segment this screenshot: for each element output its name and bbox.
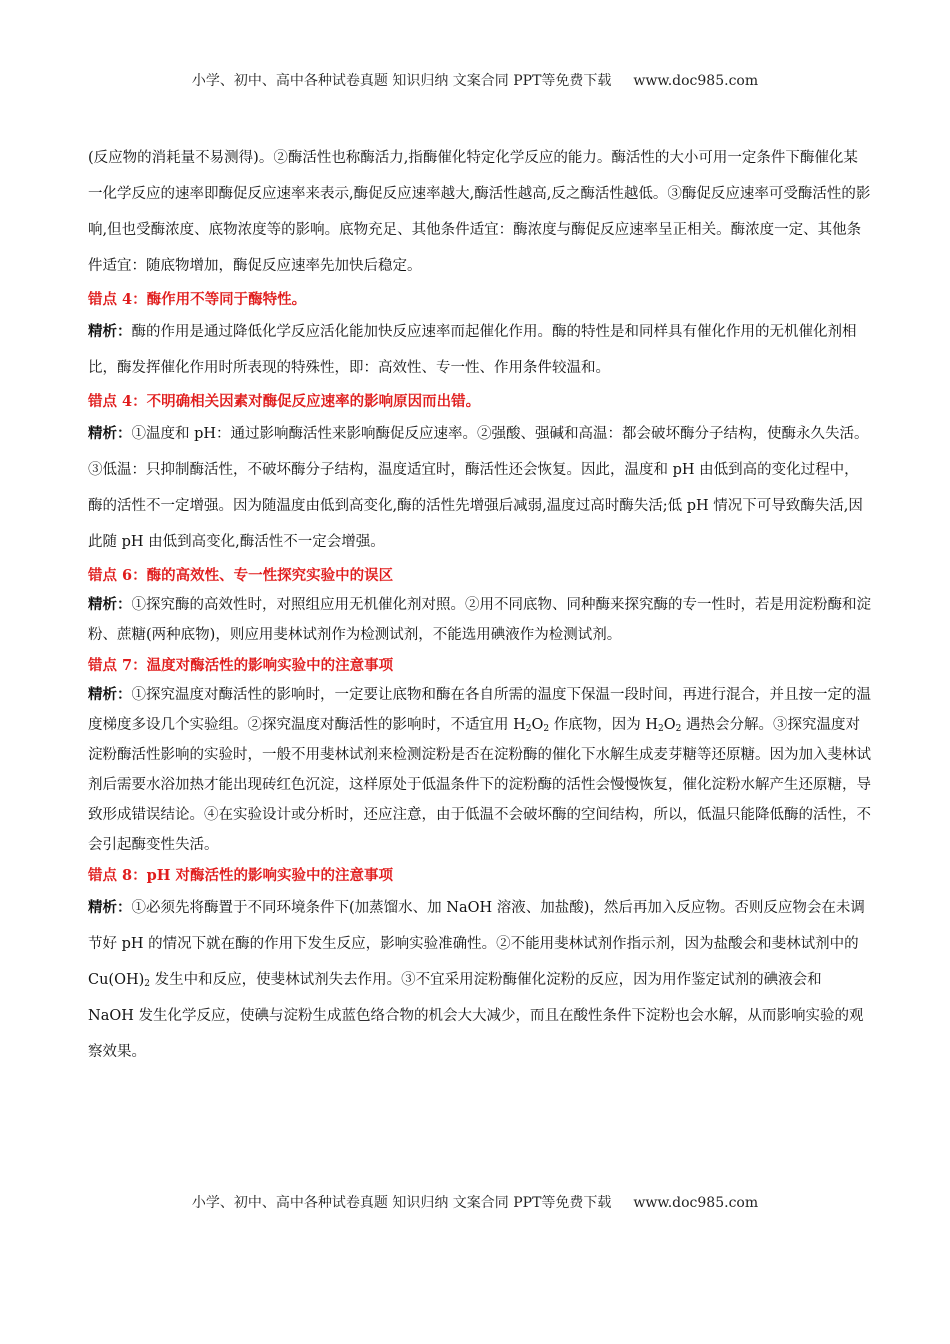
subscript: 2 xyxy=(543,724,550,734)
section-paragraph xyxy=(88,680,872,860)
section-paragraph xyxy=(88,590,872,650)
section-text: 遇热会分解。③探究温度对淀粉酶活性影响的实验时，一般不用斐林试剂来检测淀粉是否在淀粉酶的催化下水解生成麦芽糖等还原糖。因为加入斐林试剂后需要水浴加热才能出现砖红色沉淀，这样原处于低温条件下的淀粉酶的活性会慢慢恢复，催化淀粉水解产生还原糖，导致形成错误结论。④在实验设计或分析时，还应注意，由于低温不会破坏酶的空间结构，所以，低温只能降低酶的活性，不会引起酶变性失活。 xyxy=(88,717,871,853)
analysis-label: 精析： xyxy=(88,686,132,703)
section-text: ①探究温度对酶活性的影响时，一定要让底物和酶在各自所需的温度下保温一段时间，再进行混合，并且按一定的温度梯度多设几个实验组。②探究温度对酶活性的影响时，不适宜用 H xyxy=(88,687,871,733)
subscript: 2 xyxy=(144,979,151,989)
section-text: 发生中和反应，使斐林试剂失去作用。③不宜采用淀粉酶催化淀粉的反应，因为用作鉴定试剂的碘液会和 NaOH 发生化学反应，使碘与淀粉生成蓝色络合物的机会大大减少，而且在酸性条件下淀粉也会水解，从而影响实验的观察效果。 xyxy=(88,972,864,1060)
analysis-label: 精析： xyxy=(88,323,132,340)
analysis-label: 精析： xyxy=(88,596,132,613)
section-text: O xyxy=(663,717,676,733)
section-paragraph xyxy=(88,416,872,560)
subscript: 2 xyxy=(658,724,664,734)
section-heading: 错点 7：温度对酶活性的影响实验中的注意事项 xyxy=(88,657,394,674)
section-text: O xyxy=(531,717,544,733)
page-footer xyxy=(0,1192,950,1212)
analysis-label: 精析： xyxy=(88,425,132,442)
document-body xyxy=(88,140,872,1070)
section-heading: 错点 4：不明确相关因素对酶促反应速率的影响原因而出错。 xyxy=(88,393,481,410)
section-heading: 错点 6：酶的高效性、专一性探究实验中的误区 xyxy=(88,567,394,584)
header-text: 小学、初中、高中各种试卷真题 知识归纳 文案合同 PPT等免费下载 xyxy=(191,73,612,89)
intro-paragraph: (反应物的消耗量不易测得)。②酶活性也称酶活力,指酶催化特定化学反应的能力。酶活性的大小可用一定条件下酶催化某一化学反应的速率即酶促反应速率来表示,酶促反应速率越大,酶活性越高,反之酶活性越低。③酶促反应速率可受酶活性的影响,但也受酶浓度、底物浓度等的影响。底物充足、其他条件适宜：酶浓度与酶促反应速率呈正相关。酶浓度一定、其他条件适宜：随底物增加，酶促反应速率先加快后稳定。 xyxy=(88,150,871,274)
section-text: 作底物，因为 H xyxy=(549,717,658,733)
section-heading: 错点 8：pH 对酶活性的影响实验中的注意事项 xyxy=(88,867,394,884)
page-header xyxy=(0,70,950,90)
subscript: 2 xyxy=(675,724,682,734)
section-text: ①探究酶的高效性时，对照组应用无机催化剂对照。②用不同底物、同种酶来探究酶的专一性时，若是用淀粉酶和淀粉、蔗糖(两种底物)，则应用斐林试剂作为检测试剂，不能选用碘液作为检测试剂。 xyxy=(88,597,871,643)
header-site-link[interactable]: www.doc985.com xyxy=(633,73,759,89)
section-text: ①必须先将酶置于不同环境条件下(加蒸馏水、加 NaOH 溶液、加盐酸)，然后再加入反应物。否则反应物会在未调节好 pH 的情况下就在酶的作用下发生反应，影响实验准确性。②不能用斐林试剂作指示剂，因为盐酸会和斐林试剂中的 Cu(OH) xyxy=(88,900,865,988)
section-heading: 错点 4：酶作用不等同于酶特性。 xyxy=(88,291,307,308)
section-text: ①温度和 pH：通过影响酶活性来影响酶促反应速率。②强酸、强碱和高温：都会破坏酶分子结构，使酶永久失活。③低温：只抑制酶活性，不破坏酶分子结构，温度适宜时，酶活性还会恢复。因此，温度和 pH 由低到高的变化过程中，酶的活性不一定增强。因为随温度由低到高变化,酶的活性先增强后减弱,温度过高时酶失活;低 pH 情况下可导致酶失活,因此随 pH 由低到高变化,酶活性不一定会增强。 xyxy=(88,426,869,550)
section-paragraph xyxy=(88,890,872,1070)
section-paragraph xyxy=(88,314,872,386)
analysis-label: 精析： xyxy=(88,899,132,916)
footer-text: 小学、初中、高中各种试卷真题 知识归纳 文案合同 PPT等免费下载 xyxy=(191,1195,612,1211)
subscript: 2 xyxy=(525,724,532,734)
footer-site-link[interactable]: www.doc985.com xyxy=(633,1195,759,1211)
section-text: 酶的作用是通过降低化学反应活化能加快反应速率而起催化作用。酶的特性是和同样具有催化作用的无机催化剂相比，酶发挥催化作用时所表现的特殊性，即：高效性、专一性、作用条件较温和。 xyxy=(88,324,857,376)
